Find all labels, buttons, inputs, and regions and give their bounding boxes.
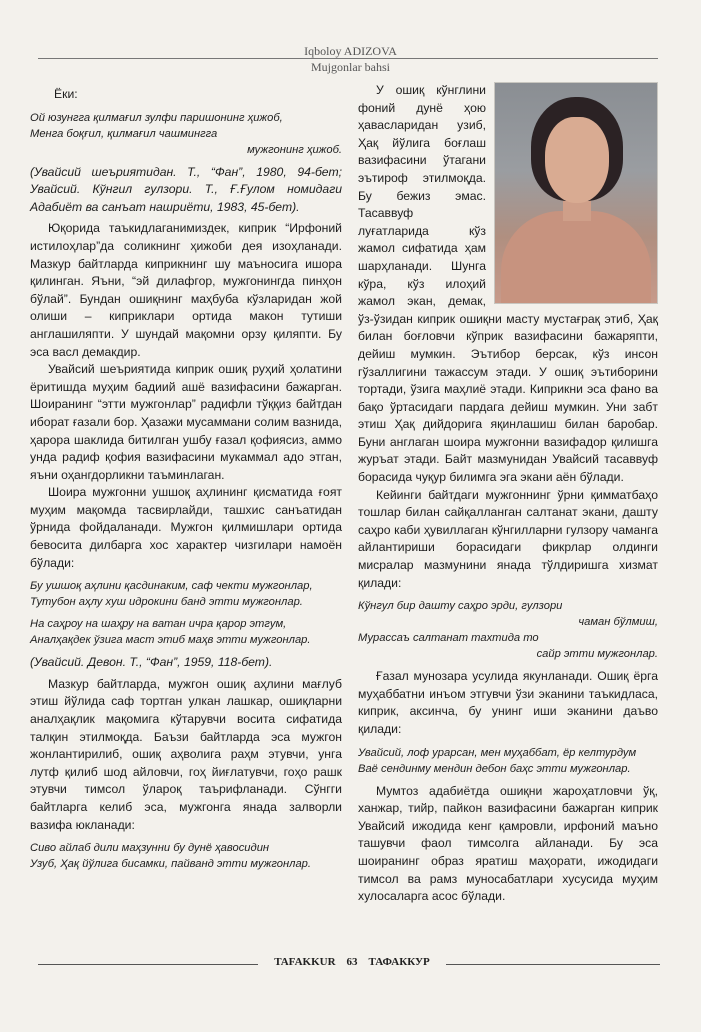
poem-quote-3: [30, 616, 342, 648]
source-citation-2: (Увайсий. Девон. Т., “Фан”, 1959, 118-бет).: [30, 655, 273, 670]
poem-line: сайр этти мужгонлар.: [536, 648, 658, 661]
poem-line: Ваё сендинму мендин дебон баҳс этти мужгонлар.: [358, 762, 631, 775]
poem-line: Бу ушшоқ аҳлини қасдинаким, саф чекти мужгонлар,: [30, 580, 313, 593]
running-header: [0, 44, 701, 74]
poem-line: Ой юзунгга қилмағил зулфи паришонинг ҳижоб,: [30, 111, 283, 124]
poem-line: мужгонинг ҳижоб.: [247, 143, 342, 156]
header-section: Mujgonlar bahsi: [311, 60, 390, 74]
poem-quote-6: [358, 745, 658, 777]
intro-word: Ёки:: [54, 87, 78, 101]
poem-line: Мурассаъ салтанат тахтида то: [358, 632, 539, 645]
page-footer: [0, 956, 701, 972]
paragraph: Ғазал мунозара усулида якунланади. Ошиқ ёрга муҳаббатни инъом этгувчи ўзи эканини таъкидласа, киприк, аксинча, бу унинг иши эканини даъво қилади:: [358, 669, 658, 736]
author-photo: [494, 82, 658, 304]
source-citation-1: (Увайсий шеъриятидан. Т., “Фан”, 1980, 94-бет; Увайсий. Кўнгил гулзори. Т., Ғ.Ғулом номидаги Адабиёт ва санъат нашриёти, 1983, 45-бет).: [30, 164, 342, 214]
poem-line: Кўнгул бир дашту саҳро эрди, гулзори: [358, 600, 563, 613]
paragraph: У ошиқ кўнглини фоний дунё ҳою ҳавасларидан узиб, Ҳақ йўлига боғлаш вазифасини ўтагани эътироф этилмоқда. Бу бежиз эмас. Тасаввуф луғатларида кўз жамол сифатида ҳам шарҳланади. Шунга кўра, кўз илоҳий жамол экан, демак, ўз-ўзидан киприк ошиқни масту мустағрақ этиб, Ҳақ билан боғловчи кўприк вазифасини бажаряпти, дейиш мумкин. Эътибор берсак, кўз инсон гўзаллигини тажассум этади. У ошиқ эътиборини тортади, ўзига маҳлиё этади. Киприкни эса фано ва бақо ўртасидаги пардага дейиш мумкин. Уни забт этиш Ҳақ дийдорига яқинлашиш билан баробар. Буни англаган шоира мужгонни вазифадор қилишга журъат этади. Байт мазмунидан Увайсий тасаввуф борасида чуқур билимга эга экани аён бўлади.: [358, 83, 658, 485]
footer-cyrillic: ТАФАККУР: [368, 956, 430, 968]
paragraph: Шоира мужгонни ушшоқ аҳлининг қисматида ғоят муҳим мақомда тасвирлайди, ташхис санъатидан ўрнида фойдаланади. Мужгон қилмишлари ортида бевосита дилбарга хос характер чизгилари намоён бўлади:: [30, 485, 342, 570]
header-author: Iqboloy ADIZOVA: [304, 44, 397, 58]
poem-line: На саҳроу на шаҳру на ватан ичра қарор этгум,: [30, 618, 287, 631]
left-column: [30, 82, 342, 878]
footer-rule-left: [38, 964, 258, 965]
header-rule: [38, 58, 658, 59]
paragraph: Юқорида таъкидлаганимиздек, киприк “Ирфоний истилоҳлар”да соликнинг ҳижоби дея изоҳланади. Мазкур байтларда киприкнинг шу маъносига ишора қилинган. Яъни, “эй дилафгор, мужгонингда пинҳон бўлай”. Бундан ошиқнинг маҳбуба кўзларидан жой олиши – киприклари ортида макон тутиши англашиляпти. У шундай мақомни орзу қиляпти. Бу эса васл демакдир.: [30, 221, 342, 359]
poem-line: Менга боқғил, қилмағил чашмингга: [30, 127, 218, 140]
right-column: [358, 82, 658, 906]
photo-body: [501, 211, 651, 304]
paragraph: Мазкур байтларда, мужгон ошиқ аҳлини мағлуб этиш йўлида саф тортган улкан лашкар, ошиқларни аналҳақлик мақомига кўтарувчи восита сифатида талқин этилмоқда. Баъзи байтларда эса мужгон жонлантирилиб, ошиқ аҳволига раҳм этувчи, унга лутф қилиб шод айловчи, гоҳ йиғлатувчи, гоҳо рашк этувчи тимсол ўлароқ таърифланади. Сўнгги байтларга келиб эса, мужгонга янада залворли вазифа юкланади:: [30, 676, 342, 832]
photo-face: [545, 117, 609, 203]
poem-quote-4: [30, 840, 342, 872]
poem-quote-5: [358, 598, 658, 662]
paragraph: Мумтоз адабиётда ошиқни жароҳатловчи ўқ, ханжар, тийр, пайкон вазифасини бажарган киприк Увайсий ижодида кенг қамровли, ирфоний маъно ташувчи фаол тимсолга айланади. Бу эса шоиранинг образ яратиш маҳорати, ижодидаги тимсол ва рамз муносабатлари хусусида муҳим хулосаларга асос бўлади.: [358, 783, 658, 904]
poem-line: Узуб, Ҳақ йўлига бисамки, пайванд этти мужгонлар.: [30, 858, 311, 871]
poem-line: Тутубон аҳлу хуш идрокини банд этти мужгонлар.: [30, 596, 303, 609]
poem-quote-2: [30, 578, 342, 610]
poem-line: чаман бўлмиш,: [578, 616, 658, 629]
poem-line: Аналҳақдек ўзига маст этиб маҳв этти мужгонлар.: [30, 634, 311, 647]
footer-latin: TAFAKKUR: [274, 956, 336, 968]
poem-line: Увайсий, лоф урарсан, мен муҳаббат, ёр келтурдум: [358, 746, 637, 759]
paragraph: Увайсий шеъриятида киприк ошиқ руҳий ҳолатини ёритишда муҳим бадиий ашё вазифасини бажарган. Шоиранинг “этти мужгонлар” радифли тўққиз байтдан иборат ғазали бор. Ҳазажи мусаммани солим вазнида, ҳарора шаклида битилган ушбу ғазал қофиясиз, аммо унда радиф қофия вазифасини мукаммал адо этган, яъни оҳангдорликни таъминлаган.: [30, 362, 342, 482]
poem-quote-1: [30, 110, 342, 158]
footer-rule-right: [446, 964, 660, 965]
paragraph: Кейинги байтдаги мужгоннинг ўрни қимматбаҳо тошлар билан сайқалланган салтанат экани, дашту саҳро каби ҳувиллаган кўнгилларни гулзору чаманга айлантириши борасидаги фикрлар олдинги мисралар мазмунини янада тўлдиришга хизмат қилади:: [358, 487, 658, 590]
poem-line: Сиво айлаб дили маҳзунни бу дунё ҳавосидин: [30, 842, 270, 855]
footer-text: [262, 956, 442, 968]
page-number: 63: [346, 956, 358, 968]
